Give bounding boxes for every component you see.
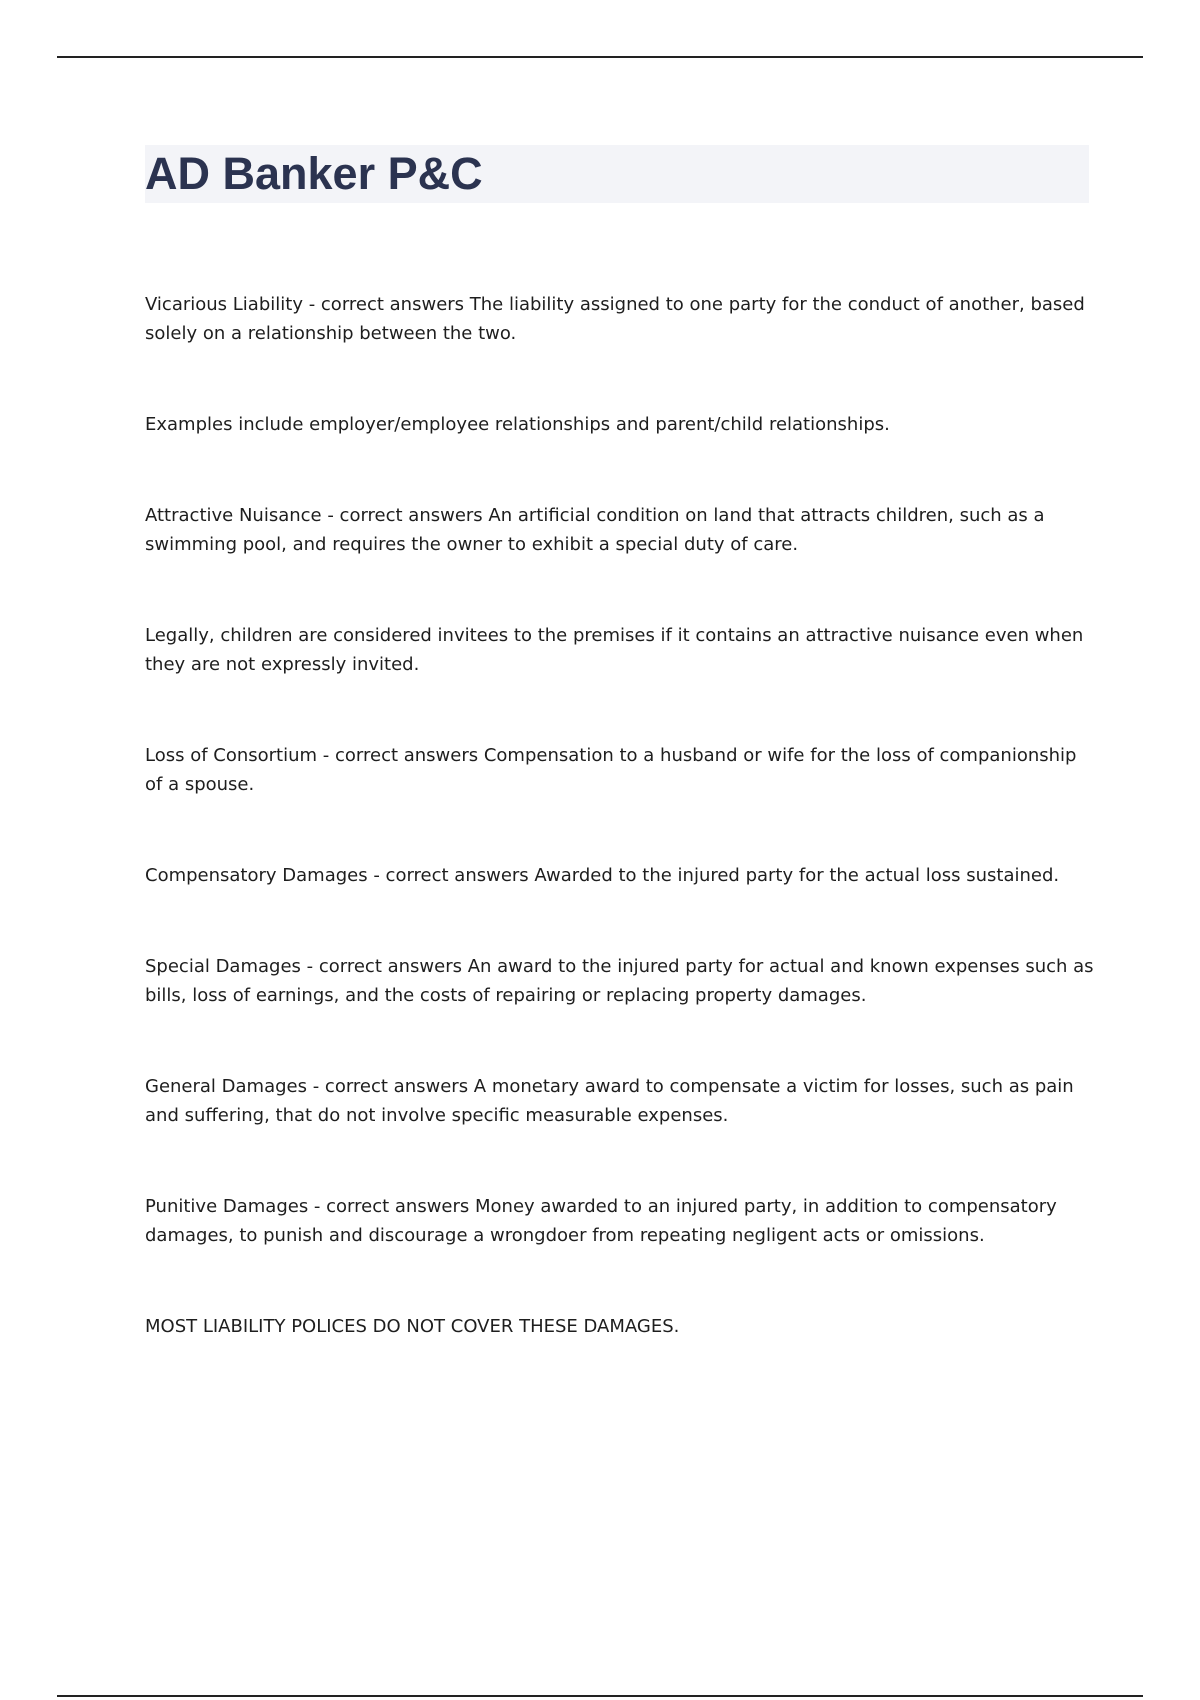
document-body — [145, 290, 1095, 1341]
paragraph-coverage-note: MOST LIABILITY POLICES DO NOT COVER THESE DAMAGES. — [145, 1316, 680, 1337]
paragraph-invitees-note: Legally, children are considered invitees to the premises if it contains an attractive nuisance even when they are not expressly invited. — [145, 625, 1084, 675]
footer-rule — [57, 1695, 1143, 1697]
paragraph-compensatory-damages: Compensatory Damages - correct answers Awarded to the injured party for the actual loss sustained. — [145, 865, 1060, 886]
paragraph-punitive-damages: Punitive Damages - correct answers Money awarded to an injured party, in addition to compensatory damages, to punish and discourage a wrongdoer from repeating negligent acts or omissions. — [145, 1196, 1057, 1246]
paragraph-vicarious-liability: Vicarious Liability - correct answers The liability assigned to one party for the conduct of another, based solely on a relationship between the two. — [145, 294, 1085, 344]
paragraph-vicarious-examples: Examples include employer/employee relationships and parent/child relationships. — [145, 414, 890, 435]
paragraph-special-damages: Special Damages - correct answers An award to the injured party for actual and known expenses such as bills, loss of earnings, and the costs of repairing or replacing property damages. — [145, 956, 1094, 1006]
document-title: AD Banker P&C — [145, 148, 483, 199]
paragraph-general-damages: General Damages - correct answers A monetary award to compensate a victim for losses, such as pain and suffering, that do not involve specific measurable expenses. — [145, 1076, 1074, 1126]
paragraph-loss-of-consortium: Loss of Consortium - correct answers Compensation to a husband or wife for the loss of companionship of a spouse. — [145, 745, 1077, 795]
header-rule — [57, 56, 1143, 58]
paragraph-attractive-nuisance: Attractive Nuisance - correct answers An artificial condition on land that attracts children, such as a swimming pool, and requires the owner to exhibit a special duty of care. — [145, 505, 1045, 555]
